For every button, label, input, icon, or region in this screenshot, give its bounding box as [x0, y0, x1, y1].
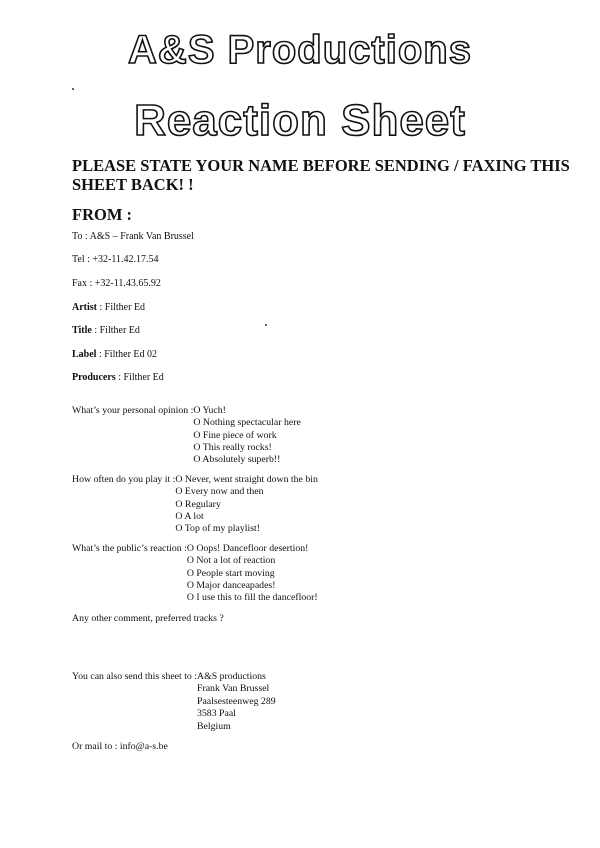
title-value: : Filther Ed — [91, 325, 140, 336]
postal-address — [197, 671, 276, 733]
fax-line: Fax : +32-11.43.65.92 — [72, 278, 161, 289]
address-line: Belgium — [197, 720, 231, 732]
sheet-title: Reaction Sheet — [134, 96, 466, 145]
from-heading: FROM : — [72, 205, 133, 224]
play-frequency-option[interactable]: O Top of my playlist! — [175, 523, 260, 535]
tel-line: Tel : +32-11.42.17.54 — [72, 254, 159, 265]
play-frequency-options — [175, 474, 317, 535]
public-reaction-option[interactable]: O People start moving — [186, 567, 275, 579]
send-address-block — [72, 671, 276, 733]
opinion-option[interactable]: O Absolutely superb!! — [193, 454, 281, 466]
play-frequency-option[interactable]: O A lot — [175, 510, 204, 522]
label-label: Label — [72, 349, 97, 360]
name-warning: PLEASE STATE YOUR NAME BEFORE SENDING / FAXING THIS SHEET BACK! ! — [72, 156, 570, 194]
public-reaction-option[interactable]: O I use this to fill the dancefloor! — [186, 592, 318, 604]
company-title: A&S Productions — [128, 28, 472, 72]
address-line: A&S productions — [197, 671, 266, 682]
artist-value: : Filther Ed — [97, 302, 146, 313]
producers-line — [72, 372, 164, 383]
public-reaction-option[interactable]: O Not a lot of reaction — [186, 555, 276, 567]
play-frequency-option[interactable]: O Never, went straight down the bin — [175, 474, 318, 485]
title-line — [72, 325, 140, 336]
label-value: : Filther Ed 02 — [96, 349, 158, 360]
address-line: 3583 Paal — [197, 708, 236, 720]
play-frequency-label: How often do you play it : — [72, 474, 176, 485]
opinion-options — [193, 405, 300, 466]
artist-label: Artist — [72, 302, 97, 313]
public-reaction-options — [187, 543, 318, 604]
public-reaction-question — [72, 543, 318, 604]
scan-speck — [265, 324, 267, 326]
label-line — [72, 349, 157, 360]
opinion-option[interactable]: O Nothing spectacular here — [193, 417, 301, 429]
send-label: You can also send this sheet to : — [72, 671, 197, 682]
play-frequency-option[interactable]: O Every now and then — [175, 486, 264, 498]
scan-speck — [72, 88, 74, 90]
public-reaction-label: What’s the public’s reaction : — [72, 543, 187, 554]
opinion-option[interactable]: O Yuch! — [193, 405, 226, 416]
title-label: Title — [72, 325, 92, 336]
opinion-option[interactable]: O Fine piece of work — [193, 429, 277, 441]
artist-line — [72, 302, 145, 313]
play-frequency-question — [72, 474, 318, 535]
opinion-question — [72, 405, 301, 466]
opinion-option[interactable]: O This really rocks! — [193, 441, 272, 453]
producers-value: : Filther Ed — [115, 372, 164, 383]
comment-prompt: Any other comment, preferred tracks ? — [72, 613, 224, 624]
public-reaction-option[interactable]: O Oops! Dancefloor desertion! — [186, 543, 309, 554]
producers-label: Producers — [72, 372, 116, 383]
address-line: Frank Van Brussel — [197, 683, 270, 695]
to-line: To : A&S – Frank Van Brussel — [72, 231, 194, 242]
public-reaction-option[interactable]: O Major danceapades! — [186, 579, 276, 591]
opinion-label: What’s your personal opinion : — [72, 405, 194, 416]
address-line: Paalsesteenweg 289 — [197, 695, 276, 707]
email-line[interactable]: Or mail to : info@a-s.be — [72, 741, 168, 752]
play-frequency-option[interactable]: O Regulary — [175, 498, 221, 510]
